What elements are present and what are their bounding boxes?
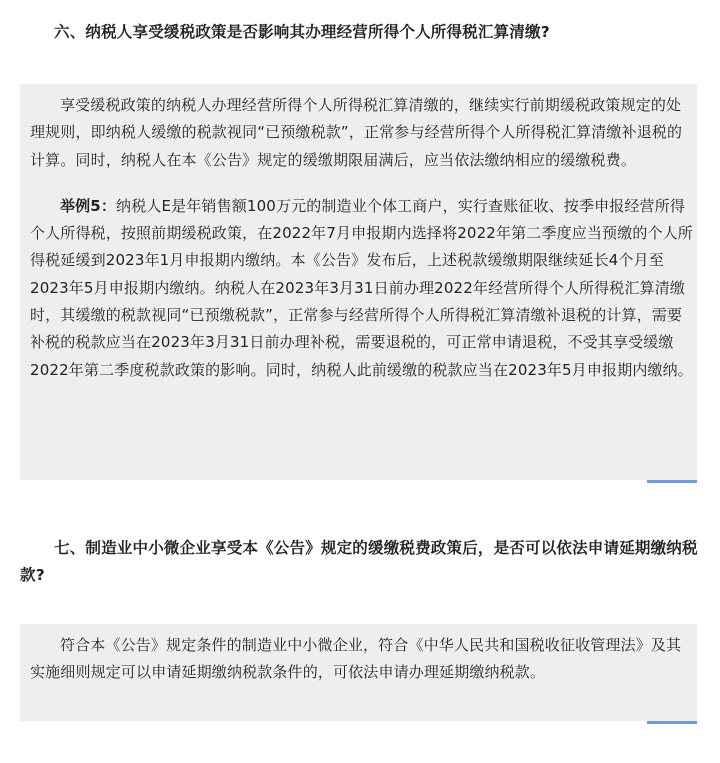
- answer-7-paragraph: 符合本《公告》规定条件的制造业中小微企业，符合《中华人民共和国税收征收管理法》及其实施细则规定可以申请延期缴纳税款条件的，可依法申请办理延期缴纳税款。: [30, 636, 682, 682]
- answer-6-paragraph: 享受缓税政策的纳税人办理经营所得个人所得税汇算清缴的，继续实行前期缓税政策规定的处理规则，即纳税人缓缴的税款视同“已预缴税款”，正常参与经营所得个人所得税汇算清缴补退税的计算。同时，纳税人在本《公告》规定的缓缴期限届满后，应当依法缴纳相应的缓缴税费。: [30, 96, 683, 169]
- question-7-heading: 七、制造业中小微企业享受本《公告》规定的缓缴税费政策后，是否可以依法申请延期缴纳税款?: [20, 539, 698, 584]
- example-5-label: 举例5：: [60, 196, 117, 215]
- accent-bar: [647, 480, 697, 483]
- answer-6-box: [20, 84, 697, 480]
- accent-bar: [647, 721, 697, 724]
- example-5-text: 纳税人E是年销售额100万元的制造业个体工商户，实行查账征收、按季申报经营所得个人所得税，按照前期缓税政策，在2022年7月申报期内选择将2022年第二季度应当预缴的个人所得税延缓到2023年1月申报期内缴纳。本《公告》发布后，上述税款缓缴期限继续延长4个月至2023年5月申报期内缴纳。纳税人在2023年3月31日前办理2022年经营所得个人所得税汇算清缴时，其缓缴的税款视同“已预缴税款”，正常参与经营所得个人所得税汇算清缴补退税的计算，需要补税的税款应当在2023年3月31日前办理补税，需要退税的，可正常申请退税，不受其享受缓缴2022年第二季度税款政策的影响。同时，纳税人此前缓缴的税款应当在2023年5月申报期内缴纳。: [30, 196, 693, 379]
- question-6-heading: 六、纳税人享受缓税政策是否影响其办理经营所得个人所得税汇算清缴?: [54, 23, 550, 41]
- answer-7-box: [20, 624, 697, 721]
- example-5-paragraph: [30, 193, 693, 384]
